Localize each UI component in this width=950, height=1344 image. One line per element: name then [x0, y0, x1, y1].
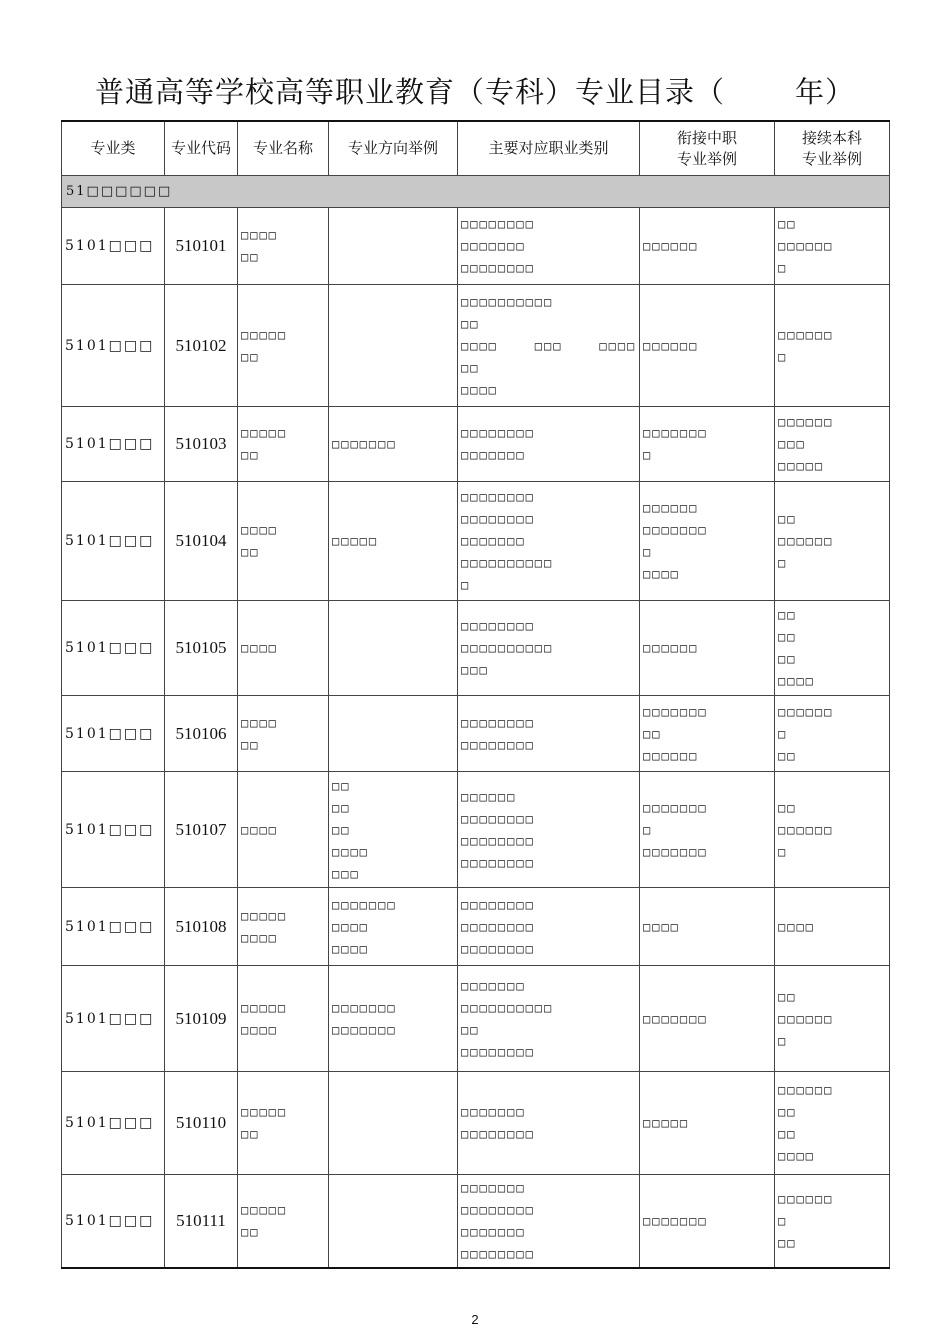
row-name: □□□□□ □□□□	[238, 966, 329, 1072]
row-name: □□□□□ □□	[238, 285, 329, 407]
row-occupation: □□□□□□ □□□□□□□□ □□□□□□□□ □□□□□□□□	[458, 772, 640, 888]
row-name: □□□□□ □□	[238, 1175, 329, 1268]
row-category: 5101□□□	[62, 285, 165, 407]
row-occupation: □□□□□□□ □□□□□□□□ □□□□□□□ □□□□□□□□	[458, 1175, 640, 1268]
row-code: 510106	[165, 696, 238, 772]
table-row	[62, 407, 890, 482]
row-secondary: □□□□□□	[640, 601, 775, 696]
table-row	[62, 888, 890, 966]
row-undergrad: □□□□□□ □□□ □□□□□	[775, 407, 890, 482]
table-row	[62, 696, 890, 772]
row-occupation: □□□□□□□□ □□□□□□□□□□ □□□	[458, 601, 640, 696]
table-row	[62, 208, 890, 285]
header-undergrad: 接续本科 专业举例	[775, 121, 890, 176]
row-direction	[329, 1072, 458, 1175]
row-name: □□□□□ □□□□	[238, 888, 329, 966]
table-row	[62, 482, 890, 601]
row-code: 510104	[165, 482, 238, 601]
header-code: 专业代码	[165, 121, 238, 176]
row-occupation: □□□□□□□□ □□□□□□□□ □□□□□□□ □□□□□□□□□□ □	[458, 482, 640, 601]
row-category: 5101□□□	[62, 407, 165, 482]
group-row	[62, 176, 890, 208]
row-name: □□□□	[238, 772, 329, 888]
row-category: 5101□□□	[62, 1175, 165, 1268]
row-category: 5101□□□	[62, 482, 165, 601]
row-name: □□□□ □□	[238, 208, 329, 285]
table-row	[62, 1072, 890, 1175]
row-name: □□□□□ □□	[238, 1072, 329, 1175]
row-name: □□□□□ □□	[238, 407, 329, 482]
row-direction: □□ □□ □□ □□□□ □□□	[329, 772, 458, 888]
row-undergrad: □□ □□□□□□ □	[775, 772, 890, 888]
header-occupation: 主要对应职业类别	[458, 121, 640, 176]
table-row	[62, 966, 890, 1072]
row-direction: □□□□□□□ □□□□□□□	[329, 966, 458, 1072]
row-code: 510109	[165, 966, 238, 1072]
row-secondary: □□□□□□□	[640, 966, 775, 1072]
row-direction	[329, 696, 458, 772]
row-category: 5101□□□	[62, 1072, 165, 1175]
table-row	[62, 285, 890, 407]
row-occupation: □□□□□□□□ □□□□□□□□ □□□□□□□□	[458, 888, 640, 966]
row-code: 510110	[165, 1072, 238, 1175]
row-occupation: □□□□□□□ □□□□□□□□	[458, 1072, 640, 1175]
row-category: 5101□□□	[62, 696, 165, 772]
header-name: 专业名称	[238, 121, 329, 176]
major-catalog-table	[61, 120, 890, 1269]
row-category: 5101□□□	[62, 208, 165, 285]
row-direction	[329, 208, 458, 285]
row-secondary: □□□□	[640, 888, 775, 966]
row-code: 510111	[165, 1175, 238, 1268]
table-row	[62, 1175, 890, 1268]
row-direction	[329, 601, 458, 696]
table-header-row	[62, 121, 890, 176]
row-secondary: □□□□□□	[640, 285, 775, 407]
row-category: 5101□□□	[62, 966, 165, 1072]
row-occupation: □□□□□□□□□□ □□ □□□□ □□□ □□□□ □□ □□□□	[458, 285, 640, 407]
row-undergrad: □□□□□□ □ □□	[775, 696, 890, 772]
table-row	[62, 772, 890, 888]
row-secondary: □□□□□□	[640, 208, 775, 285]
row-secondary: □□□□□□□	[640, 1175, 775, 1268]
row-code: 510103	[165, 407, 238, 482]
header-secondary: 衔接中职 专业举例	[640, 121, 775, 176]
row-direction: □□□□□	[329, 482, 458, 601]
row-secondary: □□□□□□□ □	[640, 407, 775, 482]
row-name: □□□□ □□	[238, 482, 329, 601]
row-code: 510107	[165, 772, 238, 888]
row-secondary: □□□□□□ □□□□□□□ □ □□□□	[640, 482, 775, 601]
table-row	[62, 601, 890, 696]
row-occupation: □□□□□□□□ □□□□□□□□	[458, 696, 640, 772]
row-name: □□□□ □□	[238, 696, 329, 772]
row-name: □□□□	[238, 601, 329, 696]
row-undergrad: □□□□	[775, 888, 890, 966]
group-label: 51□□□□□□	[62, 176, 890, 208]
row-direction	[329, 285, 458, 407]
row-category: 5101□□□	[62, 772, 165, 888]
row-occupation: □□□□□□□□ □□□□□□□ □□□□□□□□	[458, 208, 640, 285]
row-undergrad: □□□□□□ □□ □□ □□□□	[775, 1072, 890, 1175]
row-code: 510105	[165, 601, 238, 696]
header-direction: 专业方向举例	[329, 121, 458, 176]
title-main: 普通高等学校高等职业教育（专科）专业目录（	[94, 75, 725, 109]
page-title	[0, 70, 950, 111]
row-undergrad: □□□□□□ □	[775, 285, 890, 407]
row-secondary: □□□□□□□ □□ □□□□□□	[640, 696, 775, 772]
header-category: 专业类	[62, 121, 165, 176]
row-code: 510102	[165, 285, 238, 407]
row-occupation: □□□□□□□□ □□□□□□□	[458, 407, 640, 482]
row-undergrad: □□□□□□ □ □□	[775, 1175, 890, 1268]
row-occupation: □□□□□□□ □□□□□□□□□□ □□ □□□□□□□□	[458, 966, 640, 1072]
page-number: 2	[471, 1312, 479, 1327]
row-code: 510101	[165, 208, 238, 285]
row-category: 5101□□□	[62, 888, 165, 966]
row-code: 510108	[165, 888, 238, 966]
title-suffix: 年）	[795, 75, 856, 109]
row-secondary: □□□□□	[640, 1072, 775, 1175]
row-category: 5101□□□	[62, 601, 165, 696]
row-direction	[329, 1175, 458, 1268]
row-undergrad: □□ □□ □□ □□□□	[775, 601, 890, 696]
row-undergrad: □□ □□□□□□ □	[775, 208, 890, 285]
row-undergrad: □□ □□□□□□ □	[775, 966, 890, 1072]
row-direction: □□□□□□□	[329, 407, 458, 482]
row-secondary: □□□□□□□ □ □□□□□□□	[640, 772, 775, 888]
row-undergrad: □□ □□□□□□ □	[775, 482, 890, 601]
row-direction: □□□□□□□ □□□□ □□□□	[329, 888, 458, 966]
